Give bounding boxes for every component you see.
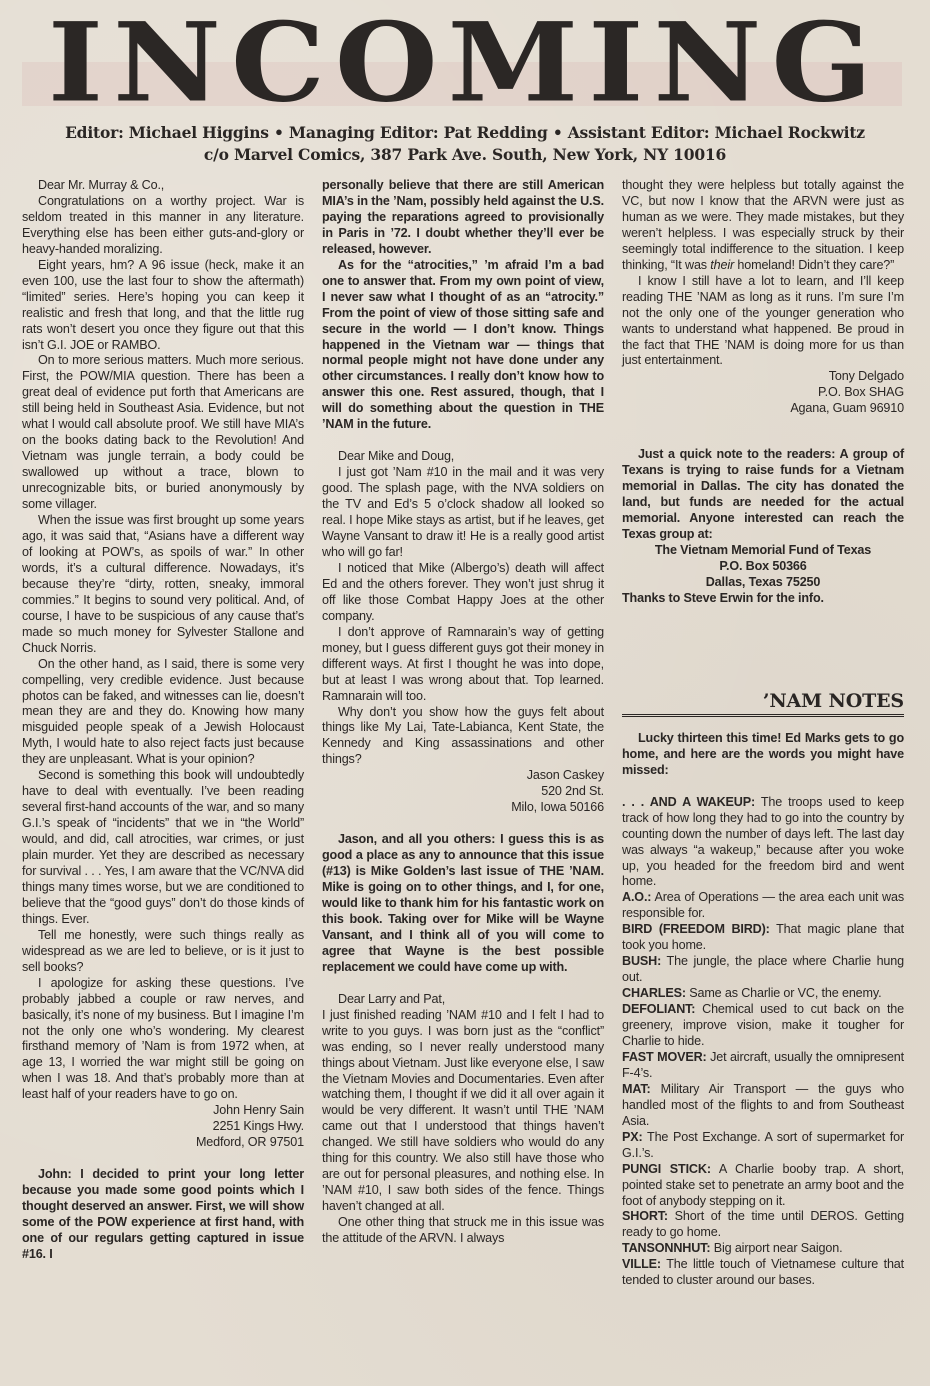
salutation: Dear Mike and Doug,: [338, 449, 455, 464]
letter-paragraph: On the other hand, as I said, there is some very compelling, very credible evidence. Just because photos can be faked, and witnesses can lie, doesn’t mean they are and they do. Knowing how many misguided people speak of a Jewish Holocaust Myth, I would hate to also reject facts just because they are unpleasant. What is your opinion?: [22, 656, 304, 767]
signature-street: P.O. Box SHAG: [817, 385, 904, 400]
editor-names: Editor: Michael Higgins • Managing Editor: Pat Redding • Assistant Editor: Michael Rockwitz: [65, 123, 865, 142]
letter-paragraph: Second is something this book will undoubtedly have to deal with eventually. I’ve been reading several first-hand accounts of the war, and so many G.I.’s speak of “incidents” that we in “the World” would, and did, call atrocities, war crimes, or just plain murder. Yet they are described as necessary for survival . . . Yes, I am aware that the VC/NVA did things many times worse, but we are conditioned to believe that the “good guys” don’t do those kinds of things. Ever.: [22, 768, 304, 926]
mailing-address: c/o Marvel Comics, 387 Park Ave. South, New York, NY 10016: [203, 145, 727, 164]
letter-jason-caskey: [322, 449, 604, 816]
letter-paragraph: I just finished reading ’NAM #10 and I felt I had to write to you guys. I was born just as the “conflict” was ending, so I never really understood many things about Vietnam. Just like everyone else, I saw the Vietnam Movies and Documentaries. Even after watching them, I thought if we did it all over again it would be very different. It wasn’t until THE ’NAM came out that I understood that things haven’t changed. We still have soldiers who would do any thing for this country. We also still have those who are out for personal pleasures, and nothing else. In ’NAM #10, I saw both sides of the fence. Things haven’t changed at all.: [322, 1007, 604, 1214]
letter-paragraph: Tell me honestly, were such things really as widespread as we are led to believe, or is it just to sell books?: [22, 927, 304, 974]
glossary-entry: [622, 1130, 904, 1162]
glossary-definition: A Charlie booby trap. A short, pointed stake set to penetrate an army boot and the foot of anybody stepping on it.: [622, 1161, 904, 1208]
reply-paragraph: personally believe that there are still American MIA’s in the ’Nam, possibly held against the U.S. paying the reparations agreed to provisionally in Paris in ’72. I doubt whether they’ll ever be released, however.: [322, 178, 604, 256]
glossary-definition: The little touch of Vietnamese culture that tended to cluster around our bases.: [622, 1257, 904, 1288]
letter-paragraph: thought they were helpless but totally against the VC, but now I know that the ARVN were just as human as we were. They made mistakes, but they weren’t helpless. I was especially struck by their seemingly total indifference to the situation. I keep thinking, “It was their homeland! Didn’t they care?”: [622, 178, 904, 272]
glossary-entry: [622, 986, 904, 1002]
note-thanks: Thanks to Steve Erwin for the info.: [622, 590, 824, 605]
glossary-definition: The troops used to keep track of how long they had to go into the country by counting down the number of days left. The last day was always “a wakeup,” because after you woke up, you headed for the freedom bird and went home.: [622, 794, 904, 889]
glossary-definition: That magic plane that took you home.: [622, 922, 904, 953]
signature-street: 520 2nd St.: [541, 784, 604, 799]
glossary-term: BUSH:: [622, 954, 662, 969]
letter-paragraph: I apologize for asking these questions. I’ve probably jabbed a couple or raw nerves, and basically, it’s none of my business. But I imagine I’m not the only one who’s wondering. My clearest firsthand memory of ’Nam is from 1972 when, at age 13, I worried the war might still be going on when I was 18. And that’s probably more than at least half of your readers have to go on.: [22, 975, 304, 1102]
glossary-term: FAST MOVER:: [622, 1049, 707, 1064]
glossary-definition: Big airport near Saigon.: [710, 1241, 843, 1256]
letter-tony-delgado-continued: [622, 178, 904, 417]
glossary-entry: [622, 1002, 904, 1050]
glossary-term: SHORT:: [622, 1209, 668, 1224]
letter-paragraph: I don’t approve of Ramnarain’s way of getting money, but I guess different guys got their money in different ways. At first I thought he was into dope, but at least I was wrong about that. Top learned. Ramnarain will too.: [322, 624, 604, 703]
glossary-term: A.O.:: [622, 890, 652, 905]
glossary-definition: The jungle, the place where Charlie hung out.: [622, 954, 904, 985]
letter-paragraph: I noticed that Mike (Albergo’s) death will affect Ed and the others forever. They won’t just shrug it off like those Combat Happy Joes at the other company.: [322, 560, 604, 623]
letter-tony-delgado: [322, 992, 604, 1247]
glossary-term: PX:: [622, 1129, 643, 1144]
column-2: [322, 178, 604, 1247]
glossary-entry: [622, 1162, 904, 1210]
glossary-definition: Military Air Transport — the guys who handled most of the flights to and from Southeast Asia.: [622, 1081, 904, 1128]
glossary-definition: The Post Exchange. A sort of supermarket for G.I.’s.: [622, 1129, 904, 1160]
column-1: [22, 178, 304, 1263]
glossary-entry: [622, 1050, 904, 1082]
glossary-term: . . . AND A WAKEUP:: [622, 794, 756, 809]
letter-paragraph: Eight years, hm? A 96 issue (heck, make it an even 100, use the last four to show the aftermath) “limited” series. Here’s hoping you can keep it realistic and fresh that long, and that the little rug rats won’t desert you once they figure out that this isn’t G.I. JOE or RAMBO.: [22, 257, 304, 352]
letter-paragraph: I just got ’Nam #10 in the mail and it was very good. The splash page, with the NVA soldiers on the TV and Ed’s 5 o’clock shadow all looked so real. I hope Mike stays as artist, but if he leaves, get Wayne Vansant to draw it! He is a really good artist who will go far!: [322, 465, 604, 559]
glossary-entry: [622, 1082, 904, 1130]
signature-street: 2251 Kings Hwy.: [212, 1119, 304, 1134]
glossary-term: CHARLES:: [622, 986, 686, 1001]
page-title: INCOMING: [47, 0, 883, 127]
glossary-definition: Short of the time until DEROS. Getting ready to go home.: [622, 1209, 904, 1240]
glossary-term: DEFOLIANT:: [622, 1002, 696, 1017]
emphasis: their: [710, 257, 735, 272]
editor-reply-jason: [322, 832, 604, 976]
glossary-entry: [622, 922, 904, 954]
salutation: Dear Larry and Pat,: [338, 991, 446, 1006]
glossary-term: VILLE:: [622, 1257, 661, 1272]
glossary-entry: [622, 1241, 904, 1257]
column-3: [622, 178, 904, 1289]
glossary-entry: [622, 1209, 904, 1241]
glossary-definition: Chemical used to cut back on the greenery, improve vision, make it tougher for Charlie to hide.: [622, 1002, 904, 1048]
glossary-entry: [622, 890, 904, 922]
signature-name: Jason Caskey: [526, 768, 604, 783]
glossary-definition: Same as Charlie or VC, the enemy.: [685, 986, 882, 1001]
glossary-term: TANSONNHUT:: [622, 1241, 711, 1256]
nam-notes-heading: ’NAM NOTES: [622, 689, 904, 717]
signature-city: Milo, Iowa 50166: [511, 800, 604, 815]
reply-paragraph: As for the “atrocities,” ’m afraid I’m a bad one to answer that. From my own point of view, I never saw what I thought of as an “atrocity.” From the point of view of those sitting safe and secure in the world — I don’t know. Things happened in the Vietnam war — things that normal people might not have done under any other circumstances. I really don’t know how to answer this one. Rest assured, though, that I will do something about the question in THE ’NAM in the future.: [322, 257, 604, 432]
signature-name: John Henry Sain: [213, 1103, 304, 1118]
editor-reply-john: [22, 1167, 304, 1263]
memorial-fund-note: [622, 447, 904, 607]
reply-paragraph: Jason, and all you others: I guess this is as good a place as any to announce that this issue (#13) is Mike Golden’s last issue of THE ’NAM. Mike is going on to other things, and I, for one, would like to thank him for his fantastic work on this book. Taking over for Mike will be Wayne Vansant, and I think all of you will come to agree that Wayne is the best possible replacement we could have come up with.: [322, 832, 604, 974]
editor-reply-john-continued: [322, 178, 604, 433]
glossary-entry: [622, 795, 904, 891]
letter-paragraph: Why don’t you show how the guys felt about things like My Lai, Tate-Labianca, Kent State, the Kennedy and King assassinations and other things?: [322, 704, 604, 767]
letter-paragraph: I know I still have a lot to learn, and I’ll keep reading THE ’NAM as long as it runs. I’m sure I’m not the only one of the younger generation who wants to understand what happened. Be proud in the fact that THE ’NAM is doing more for us than just entertainment.: [622, 273, 904, 368]
letter-john-henry-sain: [22, 178, 304, 1151]
glossary-term: BIRD (FREEDOM BIRD):: [622, 922, 770, 937]
fund-name: The Vietnam Memorial Fund of Texas: [654, 543, 872, 558]
letter-paragraph: When the issue was first brought up some years ago, it was said that, “Asians have a different way of looking at POW’s, as spoils of war.” In other words, it’s a cultural difference. Nowadays, it’s because they’re “dirty, rotten, sneaky, immoral commies.” It begins to sound very political. And, of course, I have to be suspicious of any cause that’s made so much money for Sylvester Stallone and Chuck Norris.: [22, 513, 304, 655]
glossary-term: PUNGI STICK:: [622, 1161, 711, 1176]
editor-credits: [0, 122, 930, 166]
nam-notes-intro: Lucky thirteen this time! Ed Marks gets to go home, and here are the words you might have missed:: [622, 730, 904, 777]
reply-paragraph: John: I decided to print your long letter because you made some good points which I thought deserved an answer. First, we will show some of the POW experience at first hand, with one of our regulars getting captured in issue #16. I: [22, 1167, 304, 1261]
signature-city: Medford, OR 97501: [195, 1135, 304, 1150]
letter-paragraph: Congratulations on a worthy project. War is seldom treated in this manner in any literature. Everything else has been either guts-and-glory or heavy-handed moralizing.: [22, 193, 304, 256]
letter-paragraph: On to more serious matters. Much more serious. First, the POW/MIA question. There has been a great deal of evidence put forth that Americans are still being held in Southeast Asia. Evidence, but not what I would call absolute proof. We still have MIA’s on the books dating back to the Revolution! And Vietnam was jungle terrain, a body could be swallowed up without a trace, blown to unrecognizable bits, or buried anonymously by some villager.: [22, 353, 304, 512]
salutation: Dear Mr. Murray & Co.,: [38, 178, 165, 192]
glossary: [622, 795, 904, 1290]
glossary-entry: [622, 1257, 904, 1289]
glossary-definition: Jet aircraft, usually the omnipresent F-4’s.: [622, 1049, 904, 1080]
fund-po-box: P.O. Box 50366: [719, 558, 807, 573]
masthead: [0, 0, 930, 175]
signature-city: Agana, Guam 96910: [790, 401, 904, 416]
glossary-entry: [622, 954, 904, 986]
note-paragraph: Just a quick note to the readers: A group of Texans is trying to raise funds for a Vietnam memorial in Dallas. The city has donated the land, but funds are needed for the actual memorial. Anyone interested can reach the Texas group at:: [622, 447, 904, 542]
glossary-term: MAT:: [622, 1081, 651, 1096]
letter-paragraph: One other thing that struck me in this issue was the attitude of the ARVN. I always: [322, 1215, 604, 1246]
glossary-definition: Area of Operations — the area each unit was responsible for.: [622, 890, 904, 921]
fund-city: Dallas, Texas 75250: [705, 574, 821, 589]
signature-name: Tony Delgado: [828, 369, 904, 384]
